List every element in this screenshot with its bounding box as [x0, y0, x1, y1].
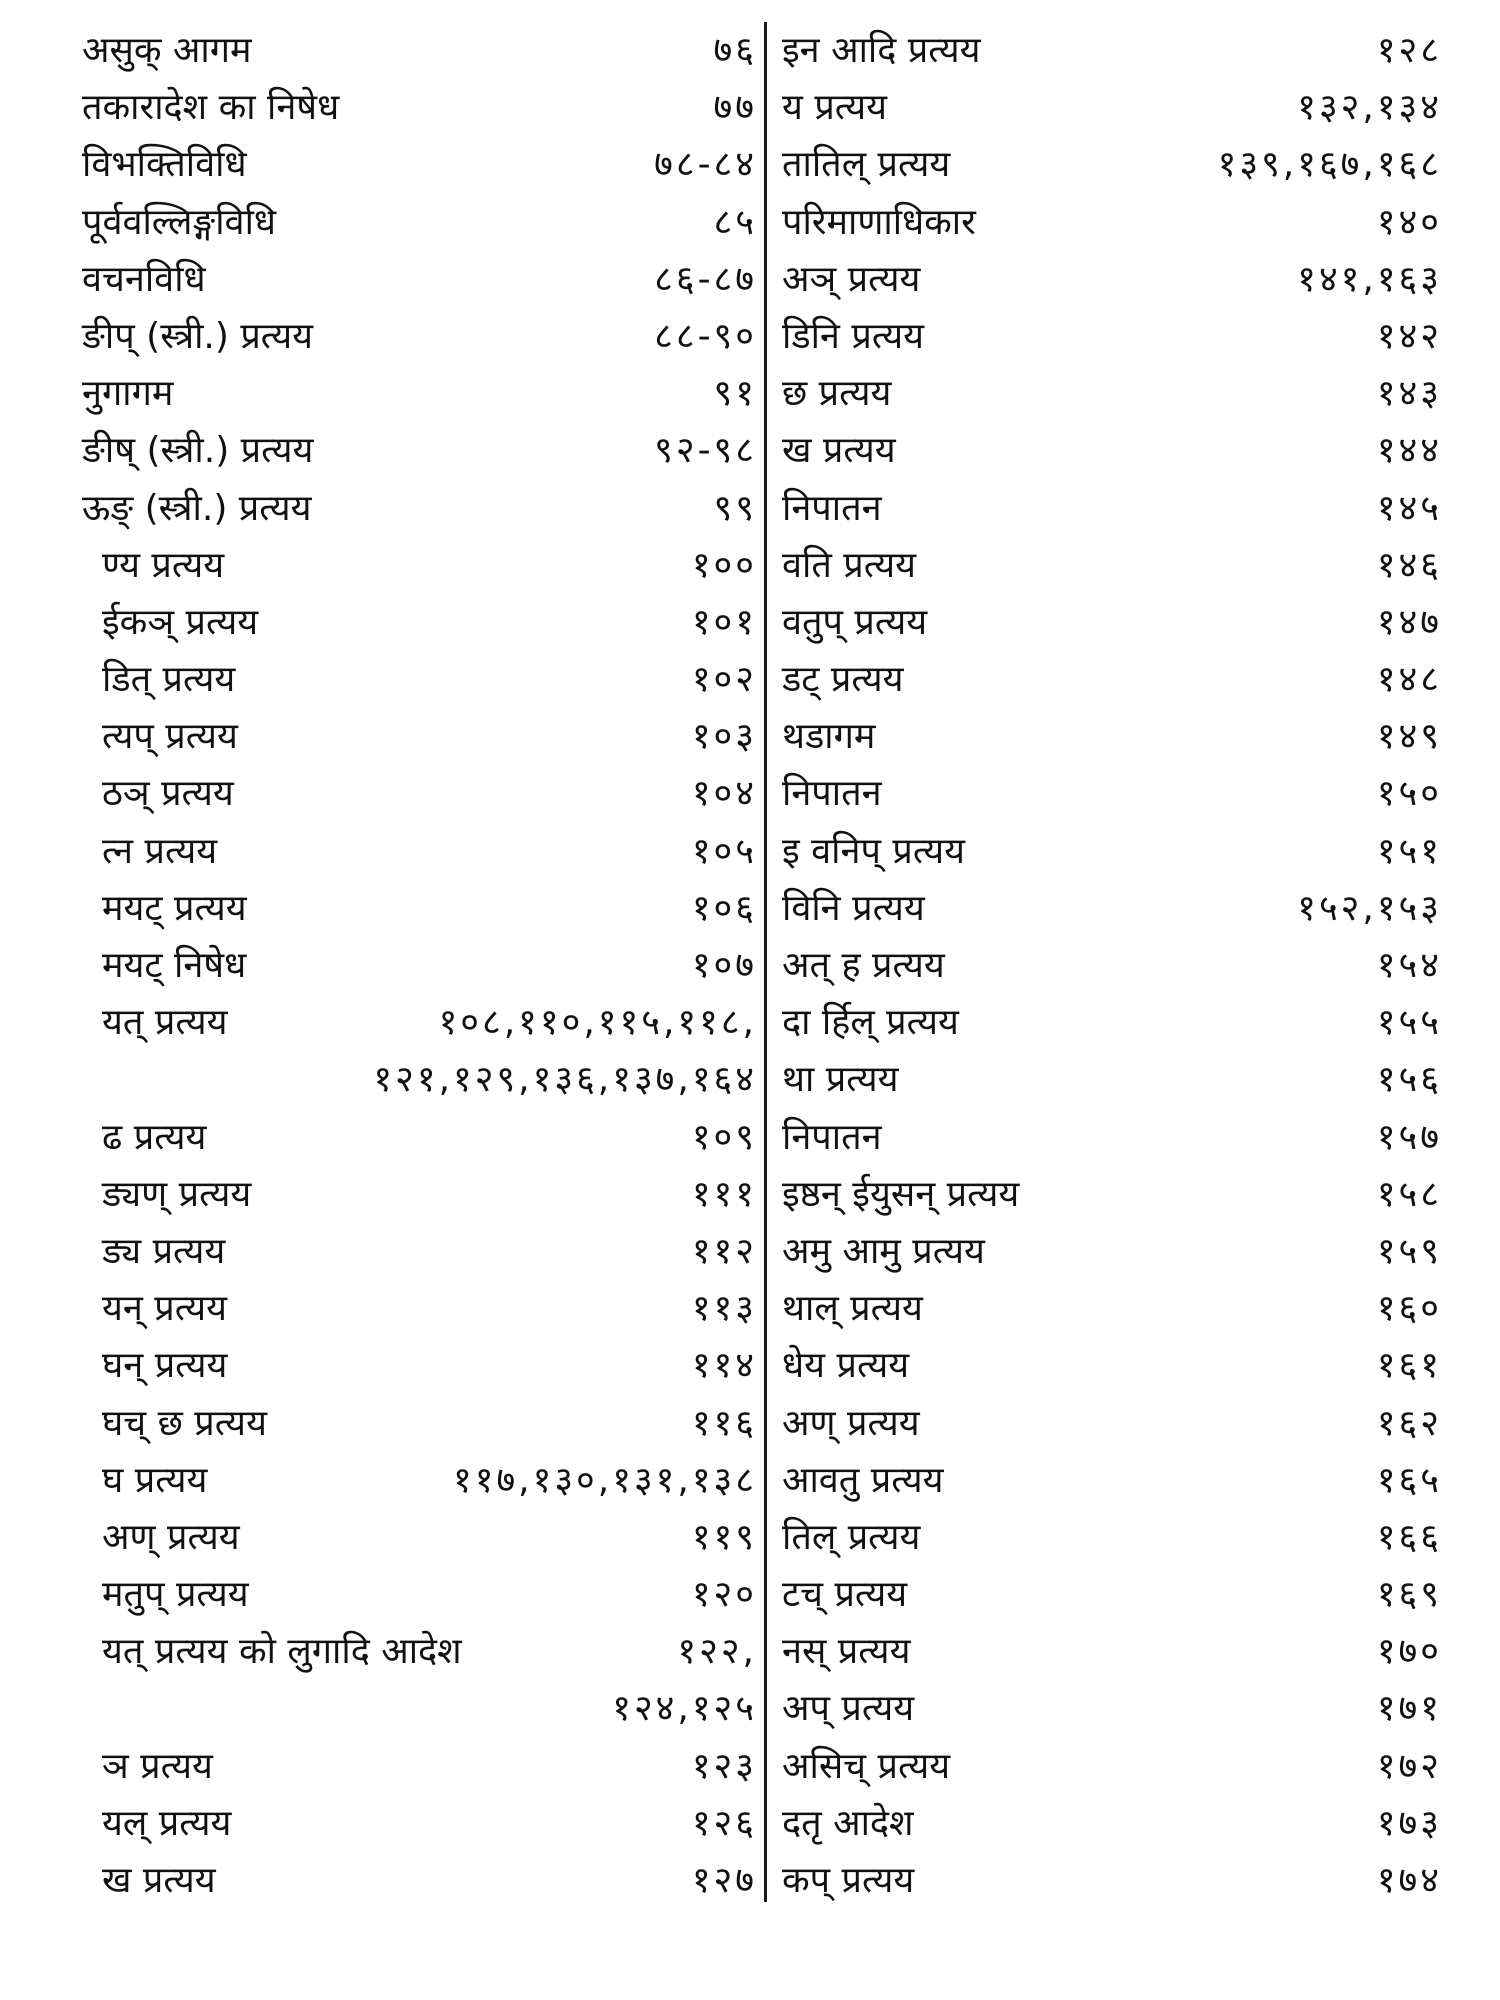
- index-entry: [82, 594, 757, 651]
- index-term: थाल् प्रत्यय: [782, 1288, 923, 1330]
- index-entry: [782, 994, 1442, 1051]
- index-page-numbers: १२४,१२५: [612, 1688, 757, 1730]
- index-term: इन आदि प्रत्यय: [782, 30, 981, 71]
- index-page-numbers: १५५: [1376, 1002, 1442, 1044]
- index-page-numbers: १२८: [1376, 30, 1442, 71]
- index-term: य प्रत्यय: [782, 87, 888, 129]
- index-page-numbers: १०९: [691, 1116, 757, 1158]
- index-entry: [82, 1623, 757, 1680]
- index-page-numbers: ११७,१३०,१३१,१३८: [453, 1459, 757, 1501]
- index-term: तिल् प्रत्यय: [782, 1516, 921, 1558]
- index-entry: [82, 251, 757, 308]
- index-page-numbers: १०८,११०,११५,११८,: [438, 1002, 757, 1044]
- index-entry: [82, 937, 757, 994]
- index-page-numbers: १७४: [1376, 1860, 1442, 1901]
- index-term: असुक् आगम: [82, 30, 252, 71]
- index-entry: [82, 708, 757, 765]
- index-entry: [82, 365, 757, 422]
- index-page-numbers: १५२,१५३: [1297, 887, 1442, 929]
- index-term: थडागम: [782, 716, 876, 758]
- index-page-numbers: १२७: [691, 1860, 757, 1901]
- index-entry: [782, 1852, 1442, 1909]
- index-term: घच् छ प्रत्यय: [102, 1402, 267, 1444]
- index-page-numbers: १०२: [691, 659, 757, 701]
- index-entry: [82, 79, 757, 136]
- index-entry: [782, 594, 1442, 651]
- index-term: ईकञ् प्रत्यय: [102, 601, 259, 643]
- index-page-numbers: १४३: [1376, 373, 1442, 415]
- column-divider: [764, 22, 767, 1902]
- index-entry: [82, 1395, 757, 1452]
- index-page-numbers: १००: [691, 544, 757, 586]
- index-entry: [82, 1280, 757, 1337]
- index-entry: [782, 1395, 1442, 1452]
- index-page-numbers: १४९: [1376, 716, 1442, 758]
- index-entry: [782, 823, 1442, 880]
- index-entry: [782, 480, 1442, 537]
- index-page-numbers: १०१: [691, 601, 757, 643]
- index-entry: [782, 708, 1442, 765]
- index-entry: [782, 1109, 1442, 1166]
- index-entry: [782, 1280, 1442, 1337]
- index-term: ड्यण् प्रत्यय: [102, 1173, 252, 1215]
- index-term: ऊङ् (स्त्री.) प्रत्यय: [82, 487, 312, 529]
- index-entry: [82, 1680, 757, 1737]
- index-entry: [82, 651, 757, 708]
- index-entry: [82, 1852, 757, 1909]
- index-term: इ वनिप् प्रत्यय: [782, 830, 966, 872]
- index-page-numbers: ७६: [713, 30, 757, 71]
- index-entry: [82, 1509, 757, 1566]
- index-term: त्यप् प्रत्यय: [102, 716, 238, 758]
- index-page-numbers: ९९: [713, 487, 757, 529]
- index-term: ञ प्रत्यय: [102, 1745, 213, 1787]
- index-entry: [82, 994, 757, 1051]
- index-entry: [82, 1738, 757, 1795]
- index-term: विनि प्रत्यय: [782, 887, 925, 929]
- index-entry: [782, 79, 1442, 136]
- index-term: यत् प्रत्यय को लुगादि आदेश: [102, 1631, 462, 1673]
- index-term: त्न प्रत्यय: [102, 830, 218, 872]
- index-entry: [782, 1680, 1442, 1737]
- index-term: घ प्रत्यय: [102, 1459, 208, 1501]
- index-page-numbers: १४१,१६३: [1297, 258, 1442, 300]
- index-entry: [82, 537, 757, 594]
- index-entry: [82, 22, 757, 79]
- index-entry: [82, 1337, 757, 1394]
- index-term: निपातन: [782, 1116, 882, 1158]
- index-term: दतृ आदेश: [782, 1802, 914, 1844]
- index-page-numbers: १४८: [1376, 659, 1442, 701]
- index-entry: [782, 537, 1442, 594]
- index-page-numbers: १६९: [1376, 1574, 1442, 1616]
- index-page-numbers: १०७: [691, 945, 757, 986]
- index-term: नुगागम: [82, 373, 174, 415]
- index-term: अमु आमु प्रत्यय: [782, 1230, 985, 1272]
- index-page-numbers: १७१: [1376, 1688, 1442, 1730]
- index-entry: [82, 1452, 757, 1509]
- index-term: ड्य प्रत्यय: [102, 1230, 226, 1272]
- index-page-numbers: १२१,१२९,१३६,१३७,१६४: [373, 1059, 757, 1101]
- index-entry: [82, 1166, 757, 1223]
- index-term: अप् प्रत्यय: [782, 1688, 915, 1730]
- index-entry: [782, 1738, 1442, 1795]
- index-term: तकारादेश का निषेध: [82, 87, 340, 129]
- index-entry: [82, 1566, 757, 1623]
- index-entry: [82, 480, 757, 537]
- index-term: था प्रत्यय: [782, 1059, 899, 1101]
- index-entry: [782, 194, 1442, 251]
- index-term: निपातन: [782, 487, 882, 529]
- index-entry: [782, 422, 1442, 479]
- index-page-numbers: ११९: [691, 1516, 757, 1558]
- index-entry: [782, 880, 1442, 937]
- index-term: मतुप् प्रत्यय: [102, 1574, 249, 1616]
- index-page-numbers: १०५: [691, 830, 757, 872]
- index-term: डट् प्रत्यय: [782, 659, 904, 701]
- index-page-numbers: ८६-८७: [654, 258, 757, 300]
- index-term: अण् प्रत्यय: [782, 1402, 920, 1444]
- index-page-numbers: १४२: [1376, 315, 1442, 357]
- index-entry: [82, 194, 757, 251]
- index-term: परिमाणाधिकार: [782, 201, 976, 243]
- index-entry: [82, 1223, 757, 1280]
- index-term: तातिल् प्रत्यय: [782, 144, 951, 186]
- index-term: आवतु प्रत्यय: [782, 1459, 944, 1501]
- index-term: डिनि प्रत्यय: [782, 315, 925, 357]
- index-page-numbers: १५६: [1376, 1059, 1442, 1101]
- index-page-numbers: १२२,: [677, 1631, 757, 1673]
- index-page-numbers: १०४: [691, 773, 757, 815]
- index-term: छ प्रत्यय: [782, 373, 892, 415]
- index-page-numbers: १५७: [1376, 1116, 1442, 1158]
- index-term: दा र्हिल् प्रत्यय: [782, 1002, 959, 1044]
- index-page-numbers: १७२: [1376, 1745, 1442, 1787]
- index-entry: [782, 1566, 1442, 1623]
- index-entry: [782, 308, 1442, 365]
- index-term: टच् प्रत्यय: [782, 1574, 908, 1616]
- index-page-numbers: ९२-९८: [654, 430, 757, 472]
- index-term: विभक्तिविधि: [82, 144, 247, 186]
- index-page-numbers: ११४: [691, 1345, 757, 1387]
- index-page-numbers: ८५: [713, 201, 757, 243]
- index-entry: [782, 1452, 1442, 1509]
- index-term: घन् प्रत्यय: [102, 1345, 228, 1387]
- index-term: वतुप् प्रत्यय: [782, 601, 928, 643]
- index-entry: [82, 765, 757, 822]
- index-page-numbers: १४६: [1376, 544, 1442, 586]
- index-term: वति प्रत्यय: [782, 544, 916, 586]
- index-page-numbers: ११३: [691, 1288, 757, 1330]
- index-page-numbers: १६५: [1376, 1459, 1442, 1501]
- index-entry: [82, 1109, 757, 1166]
- index-entry: [782, 1223, 1442, 1280]
- index-page-numbers: १११: [691, 1173, 757, 1215]
- index-term: डित् प्रत्यय: [102, 659, 236, 701]
- index-entry: [82, 308, 757, 365]
- index-entry: [782, 1051, 1442, 1108]
- index-page-numbers: १६२: [1376, 1402, 1442, 1444]
- index-entry: [782, 651, 1442, 708]
- index-page-numbers: १२६: [691, 1802, 757, 1844]
- index-page-numbers: ११६: [691, 1402, 757, 1444]
- index-term: अण् प्रत्यय: [102, 1516, 240, 1558]
- index-entry: [82, 422, 757, 479]
- index-term: कप् प्रत्यय: [782, 1860, 915, 1901]
- index-page-numbers: १२०: [691, 1574, 757, 1616]
- index-page-numbers: १३२,१३४: [1297, 87, 1442, 129]
- index-term: ठञ् प्रत्यय: [102, 773, 234, 815]
- index-term: इष्ठन् ईयुसन् प्रत्यय: [782, 1173, 1020, 1215]
- index-page-numbers: १७३: [1376, 1802, 1442, 1844]
- index-term: यन् प्रत्यय: [102, 1288, 227, 1330]
- index-term: ङीष् (स्त्री.) प्रत्यय: [82, 430, 314, 472]
- index-page-numbers: १५०: [1376, 773, 1442, 815]
- index-term: यल् प्रत्यय: [102, 1802, 232, 1844]
- index-page-numbers: १०३: [691, 716, 757, 758]
- index-term: वचनविधि: [82, 258, 206, 300]
- index-entry: [782, 22, 1442, 79]
- index-term: ण्य प्रत्यय: [102, 544, 225, 586]
- index-page-numbers: १०६: [691, 887, 757, 929]
- index-term: नस् प्रत्यय: [782, 1631, 911, 1673]
- index-term: मयट् प्रत्यय: [102, 887, 247, 929]
- index-page-numbers: १५१: [1376, 830, 1442, 872]
- index-entry: [82, 880, 757, 937]
- index-term: अञ् प्रत्यय: [782, 258, 921, 300]
- index-term: असिच् प्रत्यय: [782, 1745, 951, 1787]
- index-page-numbers: १५४: [1376, 945, 1442, 986]
- index-page-numbers: १७०: [1376, 1631, 1442, 1673]
- index-page-numbers: ११२: [691, 1230, 757, 1272]
- index-page-numbers: १४५: [1376, 487, 1442, 529]
- index-entry: [782, 1166, 1442, 1223]
- index-term: ङीप् (स्त्री.) प्रत्यय: [82, 315, 314, 357]
- index-page-numbers: ७८-८४: [654, 144, 757, 186]
- index-entry: [82, 823, 757, 880]
- index-entry: [82, 1051, 757, 1108]
- index-page-numbers: १४०: [1376, 201, 1442, 243]
- index-term: धेय प्रत्यय: [782, 1345, 910, 1387]
- index-page-numbers: १६१: [1376, 1345, 1442, 1387]
- index-term: यत् प्रत्यय: [102, 1002, 228, 1044]
- index-page-numbers: १३९,१६७,१६८: [1217, 144, 1442, 186]
- index-entry: [782, 1337, 1442, 1394]
- index-entry: [782, 365, 1442, 422]
- index-entry: [82, 136, 757, 193]
- index-term: ख प्रत्यय: [782, 430, 896, 472]
- index-entry: [782, 251, 1442, 308]
- index-page-numbers: १२३: [691, 1745, 757, 1787]
- index-page-numbers: ८८-९०: [654, 315, 757, 357]
- index-entry: [782, 1509, 1442, 1566]
- index-term: अत् ह प्रत्यय: [782, 945, 945, 986]
- index-page-numbers: १५८: [1376, 1173, 1442, 1215]
- index-page-numbers: १४७: [1376, 601, 1442, 643]
- index-entry: [782, 1795, 1442, 1852]
- index-term: निपातन: [782, 773, 882, 815]
- index-page-numbers: १६०: [1376, 1288, 1442, 1330]
- index-page-numbers: ९१: [713, 373, 757, 415]
- index-page-numbers: १६६: [1376, 1516, 1442, 1558]
- index-entry: [782, 1623, 1442, 1680]
- index-entry: [82, 1795, 757, 1852]
- index-term: ख प्रत्यय: [102, 1860, 216, 1901]
- index-left-column: [82, 22, 757, 1909]
- index-term: पूर्ववल्लिङ्गविधि: [82, 201, 277, 243]
- index-term: मयट् निषेध: [102, 945, 247, 986]
- index-entry: [782, 765, 1442, 822]
- index-page-numbers: १४४: [1376, 430, 1442, 472]
- index-entry: [782, 937, 1442, 994]
- index-term: ढ प्रत्यय: [102, 1116, 207, 1158]
- index-entry: [782, 136, 1442, 193]
- index-page-numbers: १५९: [1376, 1230, 1442, 1272]
- index-page-numbers: ७७: [713, 87, 757, 129]
- index-right-column: [782, 22, 1442, 1909]
